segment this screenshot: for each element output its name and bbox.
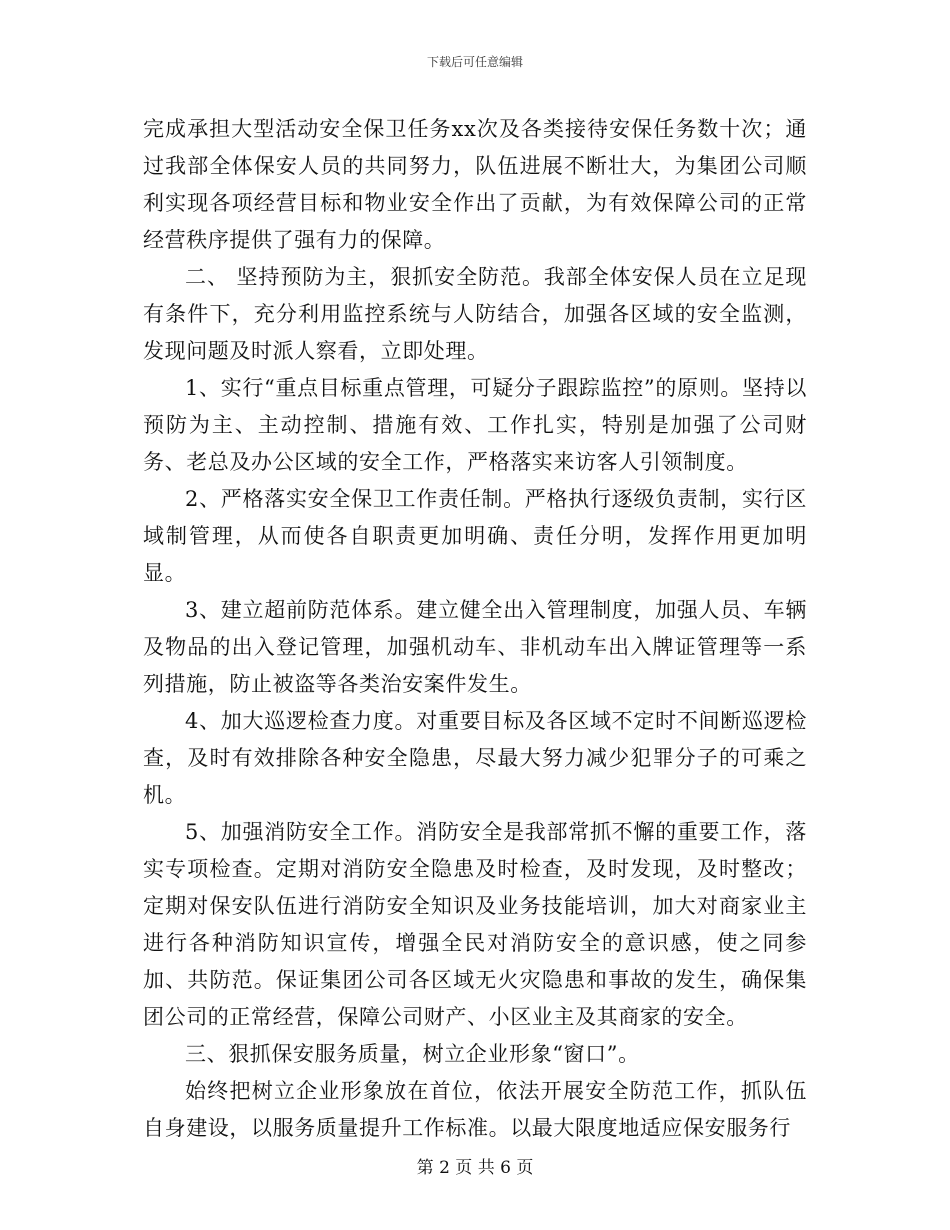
paragraph: 三、狠抓保安服务质量，树立企业形象“窗口”。 xyxy=(185,1042,640,1066)
paragraph: 4、加大巡逻检查力度。对重要目标及各区域不定时不间断巡逻检查，及时有效排除各种安全隐患，尽最大努力减少犯罪分子的可乘之机。 xyxy=(143,709,807,807)
paragraph: 始终把树立企业形象放在首位，依法开展安全防范工作，抓队伍自身建设，以服务质量提升工作标准。以最大限度地适应保安服务行 xyxy=(143,1079,807,1140)
page-header-note: 下载后可任意编辑 xyxy=(426,55,523,69)
document-body xyxy=(143,111,807,1147)
paragraph: 完成承担大型活动安全保卫任务xx次及各类接待安保任务数十次；通过我部全体保安人员的共同努力，队伍进展不断壮大，为集团公司顺利实现各项经营目标和物业安全作出了贡献，为有效保障公司的正常经营秩序提供了强有力的保障。 xyxy=(143,117,807,252)
page-number-footer: 第 2 页 共 6 页 xyxy=(416,1158,534,1178)
paragraph: 5、加强消防安全工作。消防安全是我部常抓不懈的重要工作，落实专项检查。定期对消防安全隐患及时检查，及时发现，及时整改；定期对保安队伍进行消防安全知识及业务技能培训，加大对商家业主进行各种消防知识宣传，增强全民对消防安全的意识感，使之同参加、共防范。保证集团公司各区域无火灾隐患和事故的发生，确保集团公司的正常经营，保障公司财产、小区业主及其商家的安全。 xyxy=(143,820,807,1029)
paragraph: 1、实行“重点目标重点管理，可疑分子跟踪监控”的原则。坚持以预防为主、主动控制、措施有效、工作扎实，特别是加强了公司财务、老总及办公区域的安全工作，严格落实来访客人引领制度。 xyxy=(143,376,807,474)
paragraph: 3、建立超前防范体系。建立健全出入管理制度，加强人员、车辆及物品的出入登记管理，加强机动车、非机动车出入牌证管理等一系列措施，防止被盗等各类治安案件发生。 xyxy=(143,598,807,696)
paragraph: 二、 坚持预防为主，狠抓安全防范。我部全体安保人员在立足现有条件下，充分利用监控系统与人防结合，加强各区域的安全监测，发现问题及时派人察看，立即处理。 xyxy=(143,265,807,363)
paragraph: 2、严格落实安全保卫工作责任制。严格执行逐级负责制，实行区域制管理，从而使各自职责更加明确、责任分明，发挥作用更加明显。 xyxy=(143,487,807,585)
